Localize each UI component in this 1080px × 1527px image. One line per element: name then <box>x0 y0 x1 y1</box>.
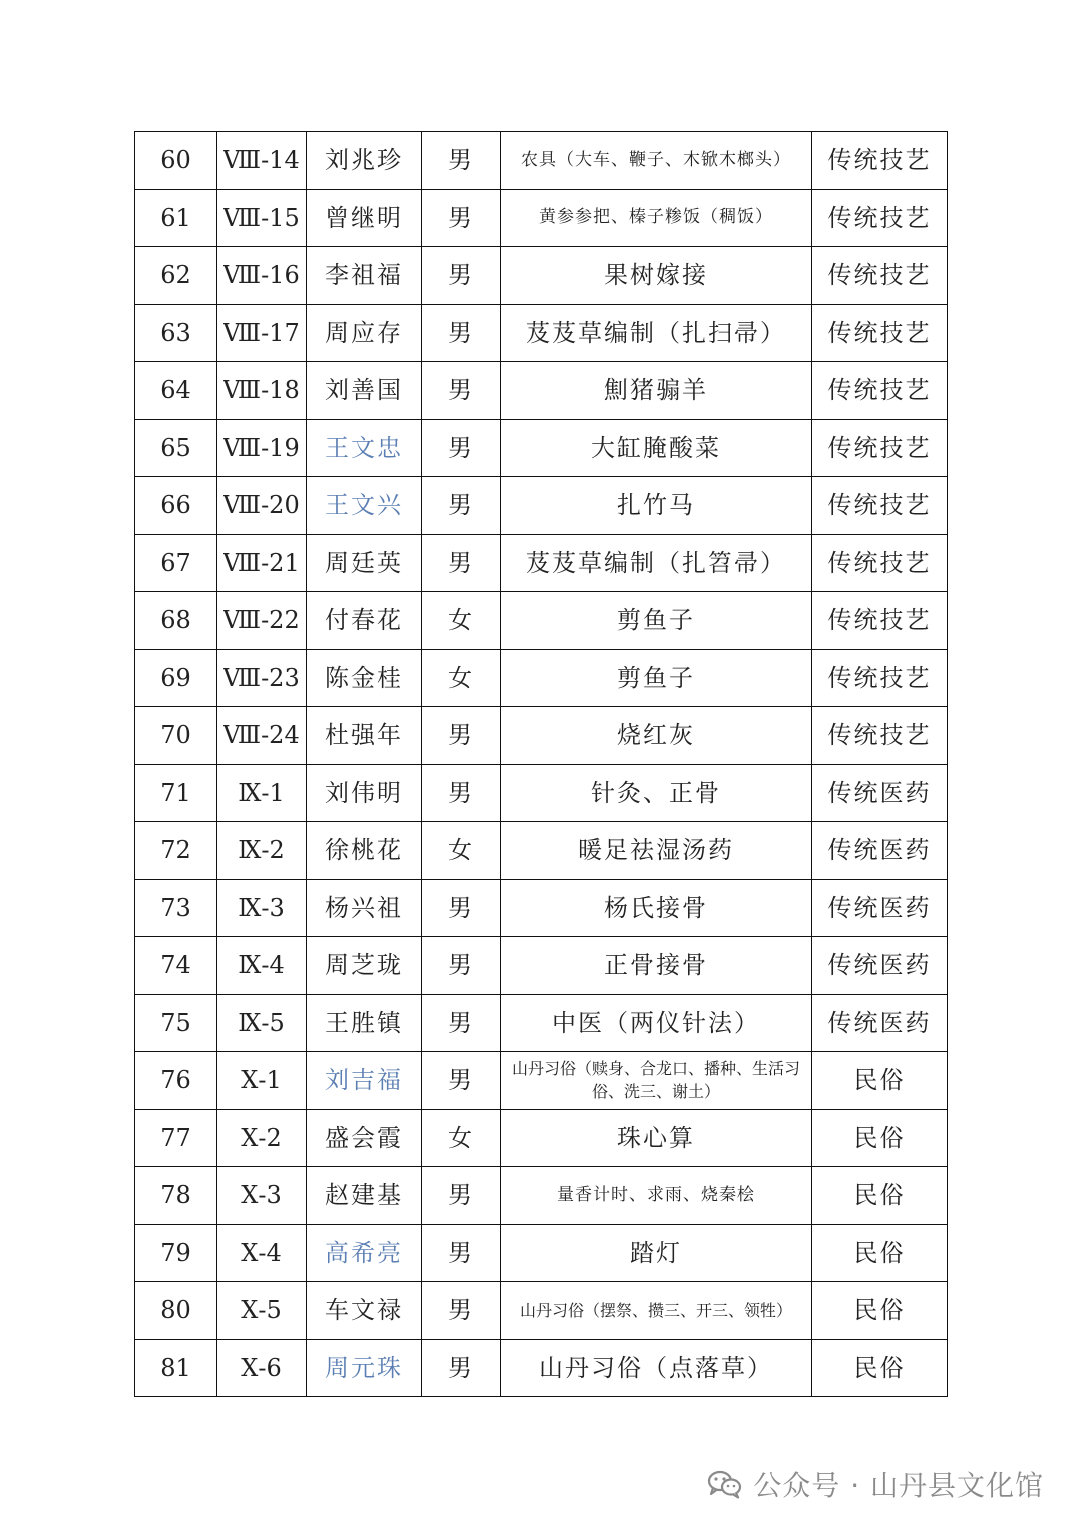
cell-category: 民俗 <box>812 1339 948 1397</box>
cell-item: 针灸、正骨 <box>501 764 812 822</box>
cell-code: Ⅷ-14 <box>217 132 307 190</box>
cell-name: 杜强年 <box>307 707 422 765</box>
cell-category: 传统技艺 <box>812 304 948 362</box>
cell-category: 传统医药 <box>812 879 948 937</box>
cell-item: 农具（大车、鞭子、木锨木榔头） <box>501 132 812 190</box>
cell-gender: 男 <box>422 477 501 535</box>
cell-item: 剪鱼子 <box>501 592 812 650</box>
cell-item: 杨氏接骨 <box>501 879 812 937</box>
cell-gender: 男 <box>422 1224 501 1282</box>
cell-name: 徐桃花 <box>307 822 422 880</box>
cell-gender: 男 <box>422 937 501 995</box>
table-row <box>135 937 948 995</box>
cell-code: Ⅷ-23 <box>217 649 307 707</box>
table-row <box>135 994 948 1052</box>
table-row <box>135 822 948 880</box>
cell-code: Ⅹ-4 <box>217 1224 307 1282</box>
cell-item: 正骨接骨 <box>501 937 812 995</box>
cell-category: 民俗 <box>812 1282 948 1340</box>
cell-item: 剪鱼子 <box>501 649 812 707</box>
cell-code: Ⅹ-5 <box>217 1282 307 1340</box>
cell-item: 扎竹马 <box>501 477 812 535</box>
cell-number: 72 <box>135 822 217 880</box>
cell-name: 周廷英 <box>307 534 422 592</box>
cell-code: Ⅹ-1 <box>217 1052 307 1110</box>
watermark <box>707 1464 1044 1504</box>
cell-code: Ⅷ-15 <box>217 189 307 247</box>
table-row <box>135 1052 948 1110</box>
cell-code: Ⅷ-24 <box>217 707 307 765</box>
cell-code: Ⅷ-17 <box>217 304 307 362</box>
cell-name: 刘兆珍 <box>307 132 422 190</box>
cell-item: 山丹习俗（摆祭、攒三、开三、领牲） <box>501 1282 812 1340</box>
cell-number: 63 <box>135 304 217 362</box>
cell-category: 传统医药 <box>812 822 948 880</box>
cell-name: 王文兴 <box>307 477 422 535</box>
cell-code: Ⅹ-6 <box>217 1339 307 1397</box>
cell-gender: 男 <box>422 304 501 362</box>
cell-number: 80 <box>135 1282 217 1340</box>
cell-gender: 男 <box>422 189 501 247</box>
cell-gender: 男 <box>422 994 501 1052</box>
cell-code: Ⅹ-3 <box>217 1167 307 1225</box>
cell-name: 付春花 <box>307 592 422 650</box>
cell-name: 周元珠 <box>307 1339 422 1397</box>
cell-category: 传统技艺 <box>812 189 948 247</box>
table-row <box>135 649 948 707</box>
cell-name: 刘吉福 <box>307 1052 422 1110</box>
cell-number: 64 <box>135 362 217 420</box>
cell-category: 传统技艺 <box>812 534 948 592</box>
cell-item: 暖足祛湿汤药 <box>501 822 812 880</box>
table-body <box>135 132 948 1397</box>
cell-item: 踏灯 <box>501 1224 812 1282</box>
table-row <box>135 534 948 592</box>
cell-name: 王文忠 <box>307 419 422 477</box>
cell-code: Ⅹ-2 <box>217 1109 307 1167</box>
cell-number: 60 <box>135 132 217 190</box>
cell-gender: 男 <box>422 879 501 937</box>
cell-item: 烧红灰 <box>501 707 812 765</box>
cell-code: Ⅸ-5 <box>217 994 307 1052</box>
cell-code: Ⅷ-16 <box>217 247 307 305</box>
cell-item: 中医（两仪针法） <box>501 994 812 1052</box>
cell-item: 黄参参把、榛子糁饭（稠饭） <box>501 189 812 247</box>
cell-gender: 女 <box>422 649 501 707</box>
table-row <box>135 1109 948 1167</box>
cell-code: Ⅷ-19 <box>217 419 307 477</box>
cell-gender: 男 <box>422 707 501 765</box>
cell-item: 大缸腌酸菜 <box>501 419 812 477</box>
cell-name: 陈金桂 <box>307 649 422 707</box>
cell-name: 周应存 <box>307 304 422 362</box>
cell-name: 赵建基 <box>307 1167 422 1225</box>
table-row <box>135 304 948 362</box>
cell-name: 盛会霞 <box>307 1109 422 1167</box>
cell-category: 传统医药 <box>812 764 948 822</box>
table-row <box>135 362 948 420</box>
cell-number: 75 <box>135 994 217 1052</box>
cell-item: 山丹习俗（点落草） <box>501 1339 812 1397</box>
cell-name: 高希亮 <box>307 1224 422 1282</box>
table-row <box>135 707 948 765</box>
cell-number: 74 <box>135 937 217 995</box>
wechat-icon <box>707 1469 743 1499</box>
cell-gender: 男 <box>422 419 501 477</box>
cell-category: 民俗 <box>812 1052 948 1110</box>
cell-number: 81 <box>135 1339 217 1397</box>
cell-gender: 女 <box>422 1109 501 1167</box>
cell-code: Ⅸ-3 <box>217 879 307 937</box>
cell-category: 民俗 <box>812 1224 948 1282</box>
cell-gender: 男 <box>422 132 501 190</box>
cell-item: 山丹习俗（赎身、合龙口、播种、生活习俗、洗三、谢土） <box>501 1052 812 1110</box>
cell-category: 传统技艺 <box>812 592 948 650</box>
cell-item: 量香计时、求雨、烧秦桧 <box>501 1167 812 1225</box>
cell-number: 61 <box>135 189 217 247</box>
table-row <box>135 1224 948 1282</box>
cell-number: 62 <box>135 247 217 305</box>
cell-gender: 女 <box>422 592 501 650</box>
cell-name: 杨兴祖 <box>307 879 422 937</box>
cell-category: 传统技艺 <box>812 707 948 765</box>
cell-item: 芨芨草编制（扎笤帚） <box>501 534 812 592</box>
cell-name: 刘伟明 <box>307 764 422 822</box>
table-row <box>135 764 948 822</box>
heritage-inheritors-table <box>134 131 948 1397</box>
table-row <box>135 132 948 190</box>
cell-code: Ⅸ-2 <box>217 822 307 880</box>
cell-number: 66 <box>135 477 217 535</box>
cell-name: 周芝珑 <box>307 937 422 995</box>
cell-gender: 男 <box>422 1339 501 1397</box>
table-row <box>135 1167 948 1225</box>
cell-code: Ⅷ-20 <box>217 477 307 535</box>
table-row <box>135 247 948 305</box>
cell-number: 78 <box>135 1167 217 1225</box>
cell-number: 76 <box>135 1052 217 1110</box>
cell-code: Ⅷ-21 <box>217 534 307 592</box>
table-row <box>135 1339 948 1397</box>
cell-gender: 男 <box>422 764 501 822</box>
cell-number: 68 <box>135 592 217 650</box>
cell-name: 车文禄 <box>307 1282 422 1340</box>
cell-gender: 男 <box>422 1282 501 1340</box>
cell-number: 67 <box>135 534 217 592</box>
cell-name: 刘善国 <box>307 362 422 420</box>
cell-number: 69 <box>135 649 217 707</box>
cell-code: Ⅸ-4 <box>217 937 307 995</box>
cell-number: 77 <box>135 1109 217 1167</box>
cell-gender: 男 <box>422 1167 501 1225</box>
cell-category: 民俗 <box>812 1109 948 1167</box>
cell-number: 70 <box>135 707 217 765</box>
table-row <box>135 189 948 247</box>
cell-category: 传统技艺 <box>812 477 948 535</box>
cell-number: 73 <box>135 879 217 937</box>
table-row <box>135 879 948 937</box>
cell-number: 65 <box>135 419 217 477</box>
cell-category: 传统技艺 <box>812 419 948 477</box>
cell-gender: 男 <box>422 362 501 420</box>
cell-category: 传统技艺 <box>812 649 948 707</box>
cell-name: 曾继明 <box>307 189 422 247</box>
cell-number: 79 <box>135 1224 217 1282</box>
cell-category: 传统技艺 <box>812 362 948 420</box>
cell-gender: 男 <box>422 1052 501 1110</box>
cell-code: Ⅸ-1 <box>217 764 307 822</box>
table-row <box>135 592 948 650</box>
cell-number: 71 <box>135 764 217 822</box>
cell-category: 传统技艺 <box>812 132 948 190</box>
cell-name: 王胜镇 <box>307 994 422 1052</box>
cell-category: 传统技艺 <box>812 247 948 305</box>
watermark-text: 公众号 · 山丹县文化馆 <box>753 1469 1044 1502</box>
cell-gender: 男 <box>422 534 501 592</box>
cell-item: 果树嫁接 <box>501 247 812 305</box>
cell-gender: 女 <box>422 822 501 880</box>
cell-gender: 男 <box>422 247 501 305</box>
cell-name: 李祖福 <box>307 247 422 305</box>
cell-item: 劁猪骟羊 <box>501 362 812 420</box>
cell-category: 传统医药 <box>812 994 948 1052</box>
cell-code: Ⅷ-22 <box>217 592 307 650</box>
cell-item: 芨芨草编制（扎扫帚） <box>501 304 812 362</box>
cell-category: 传统医药 <box>812 937 948 995</box>
cell-category: 民俗 <box>812 1167 948 1225</box>
cell-code: Ⅷ-18 <box>217 362 307 420</box>
table-row <box>135 477 948 535</box>
cell-item: 珠心算 <box>501 1109 812 1167</box>
table-row <box>135 1282 948 1340</box>
table-row <box>135 419 948 477</box>
